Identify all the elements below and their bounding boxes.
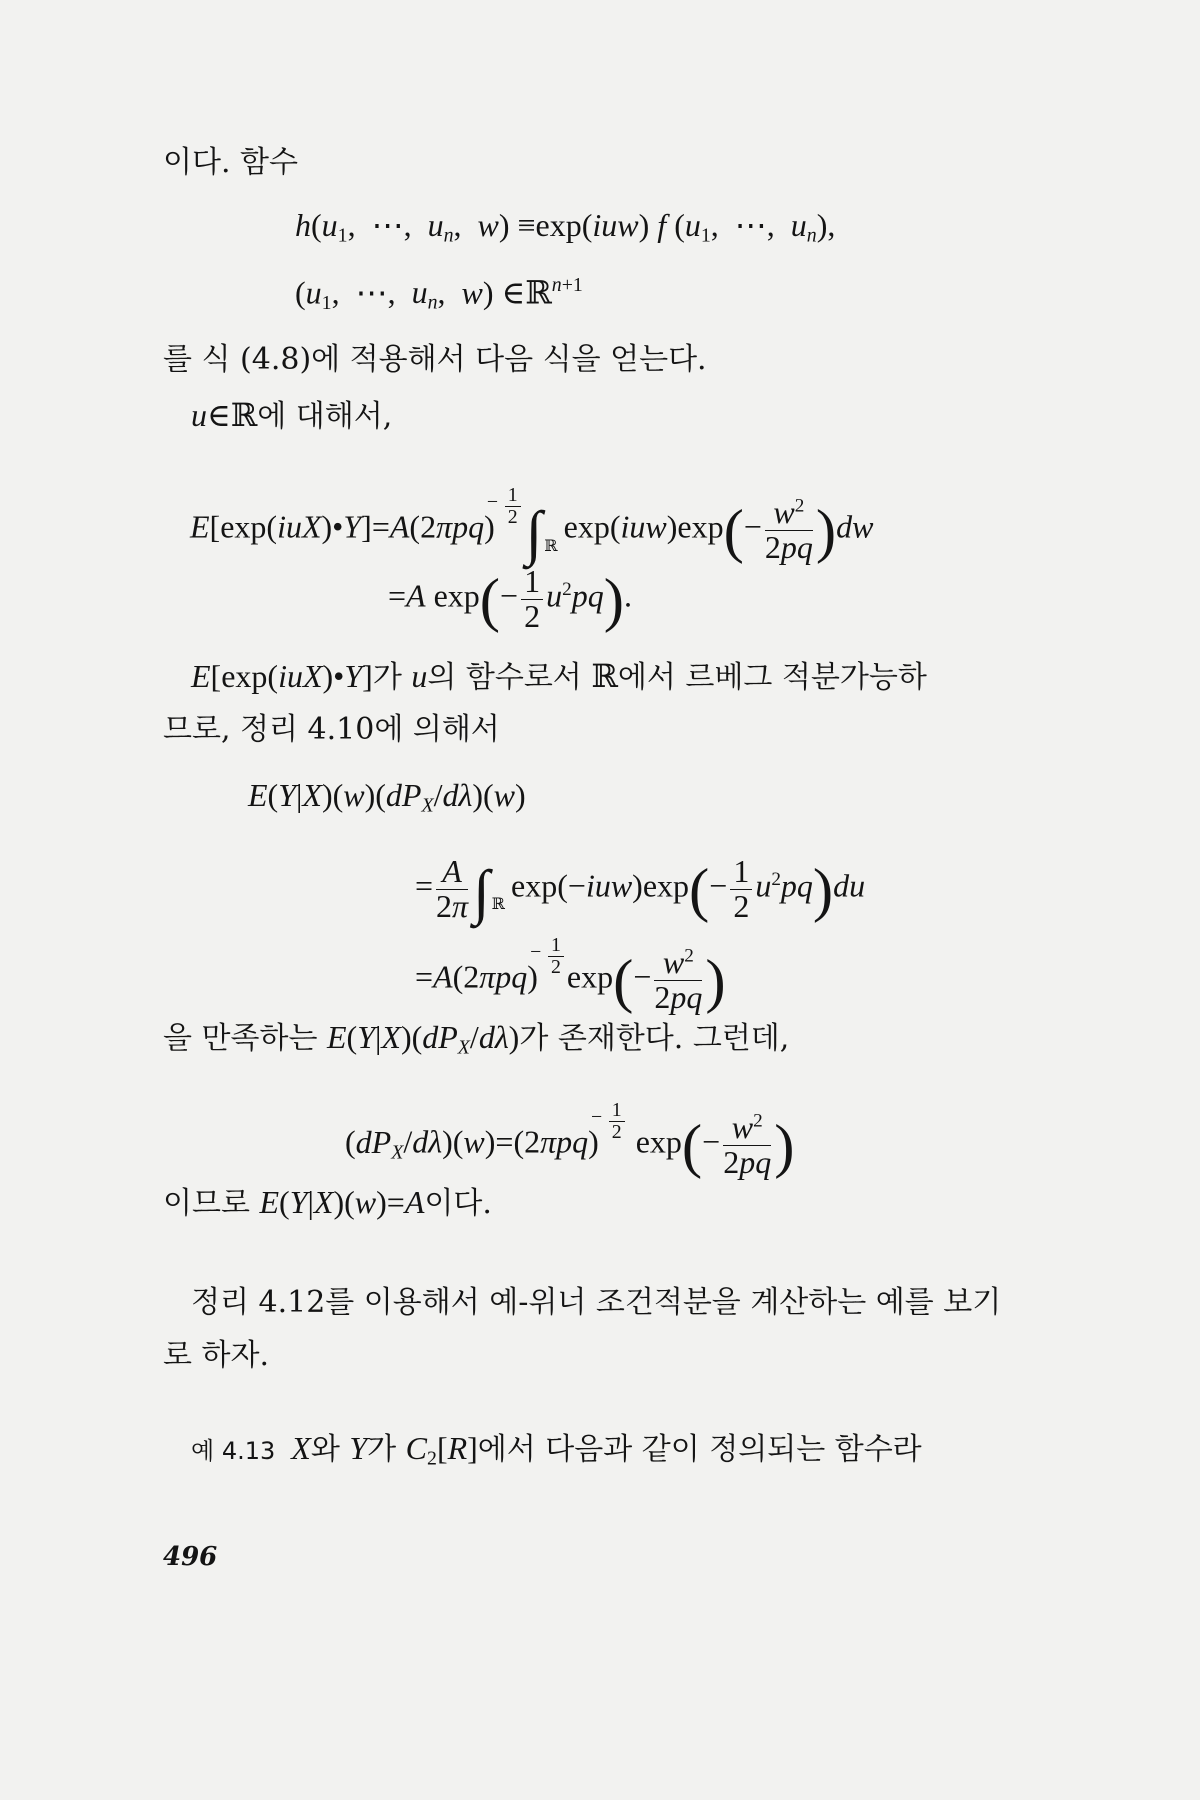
- text-line: E[exp(iuX)•Y]가 u의 함수로서 ℝ에서 르베그 적분가능하: [191, 658, 927, 695]
- text-line: 므로, 정리 4.10에 의해서: [163, 712, 500, 747]
- example-label: 예 4.13: [191, 1437, 276, 1465]
- text-line: u∈ℝ에 대해서,: [191, 397, 393, 434]
- text-line: 를 식 (4.8)에 적용해서 다음 식을 얻는다.: [163, 342, 707, 377]
- equation-domain: ($u_1$, ⋯, $u_n$, w) ∈ℝ$^{n+1}$: [295, 274, 583, 314]
- equation-expectation-integral: E[exp(iuX)•Y]=A(2πpq) − 1 2 ∫ $_ℝ$exp(iuw)exp(− $\frac{w^2}{2pq}$ )dw: [190, 484, 874, 567]
- equation-inverse-fourier: = $\frac{A}{2\pi}$ ∫ $_ℝ$exp(−iuw)exp(− $\frac{1}{2}$ $u^2pq)du$: [415, 853, 866, 926]
- page-number: 496: [163, 1542, 218, 1572]
- equation-expectation-result: =A exp(− $\frac{1}{2}$ $u^2pq$).: [388, 563, 632, 634]
- equation-conditional-lhs: $E(Y|X)(w)(dP_X/d\lambda)(w)$: [248, 777, 526, 817]
- text-line: 을 만족하는 $E(Y|X)(dP_X/d\lambda)$가 존재한다. 그런데,: [163, 1019, 790, 1059]
- example-heading: 예 4.13 X와 Y가 $C_2[R]$에서 다음과 같이 정의되는 함수라: [191, 1430, 922, 1470]
- equation-density: $(dP_X/d\lambda)(w)=(2\pi pq)$ − 1 2 exp(− $\frac{w^2}{2pq}$ ): [345, 1099, 795, 1181]
- text-line: 정리 4.12를 이용해서 예-위너 조건적분을 계산하는 예를 보기: [191, 1285, 1002, 1320]
- text-line: 로 하자.: [163, 1338, 270, 1373]
- text-line: 이므로 E(Y|X)(w)=A이다.: [163, 1184, 492, 1221]
- equation-h-definition: $h(u_1$, ⋯, $u_n$, w) ≡exp(iuw) f ($u_1$, ⋯, $u_n$),: [295, 207, 836, 247]
- text-line: 이다. 함수: [163, 145, 298, 180]
- equation-conditional-result: =A(2πpq) − 1 2 exp(− $\frac{w^2}{2pq}$ ): [415, 934, 726, 1016]
